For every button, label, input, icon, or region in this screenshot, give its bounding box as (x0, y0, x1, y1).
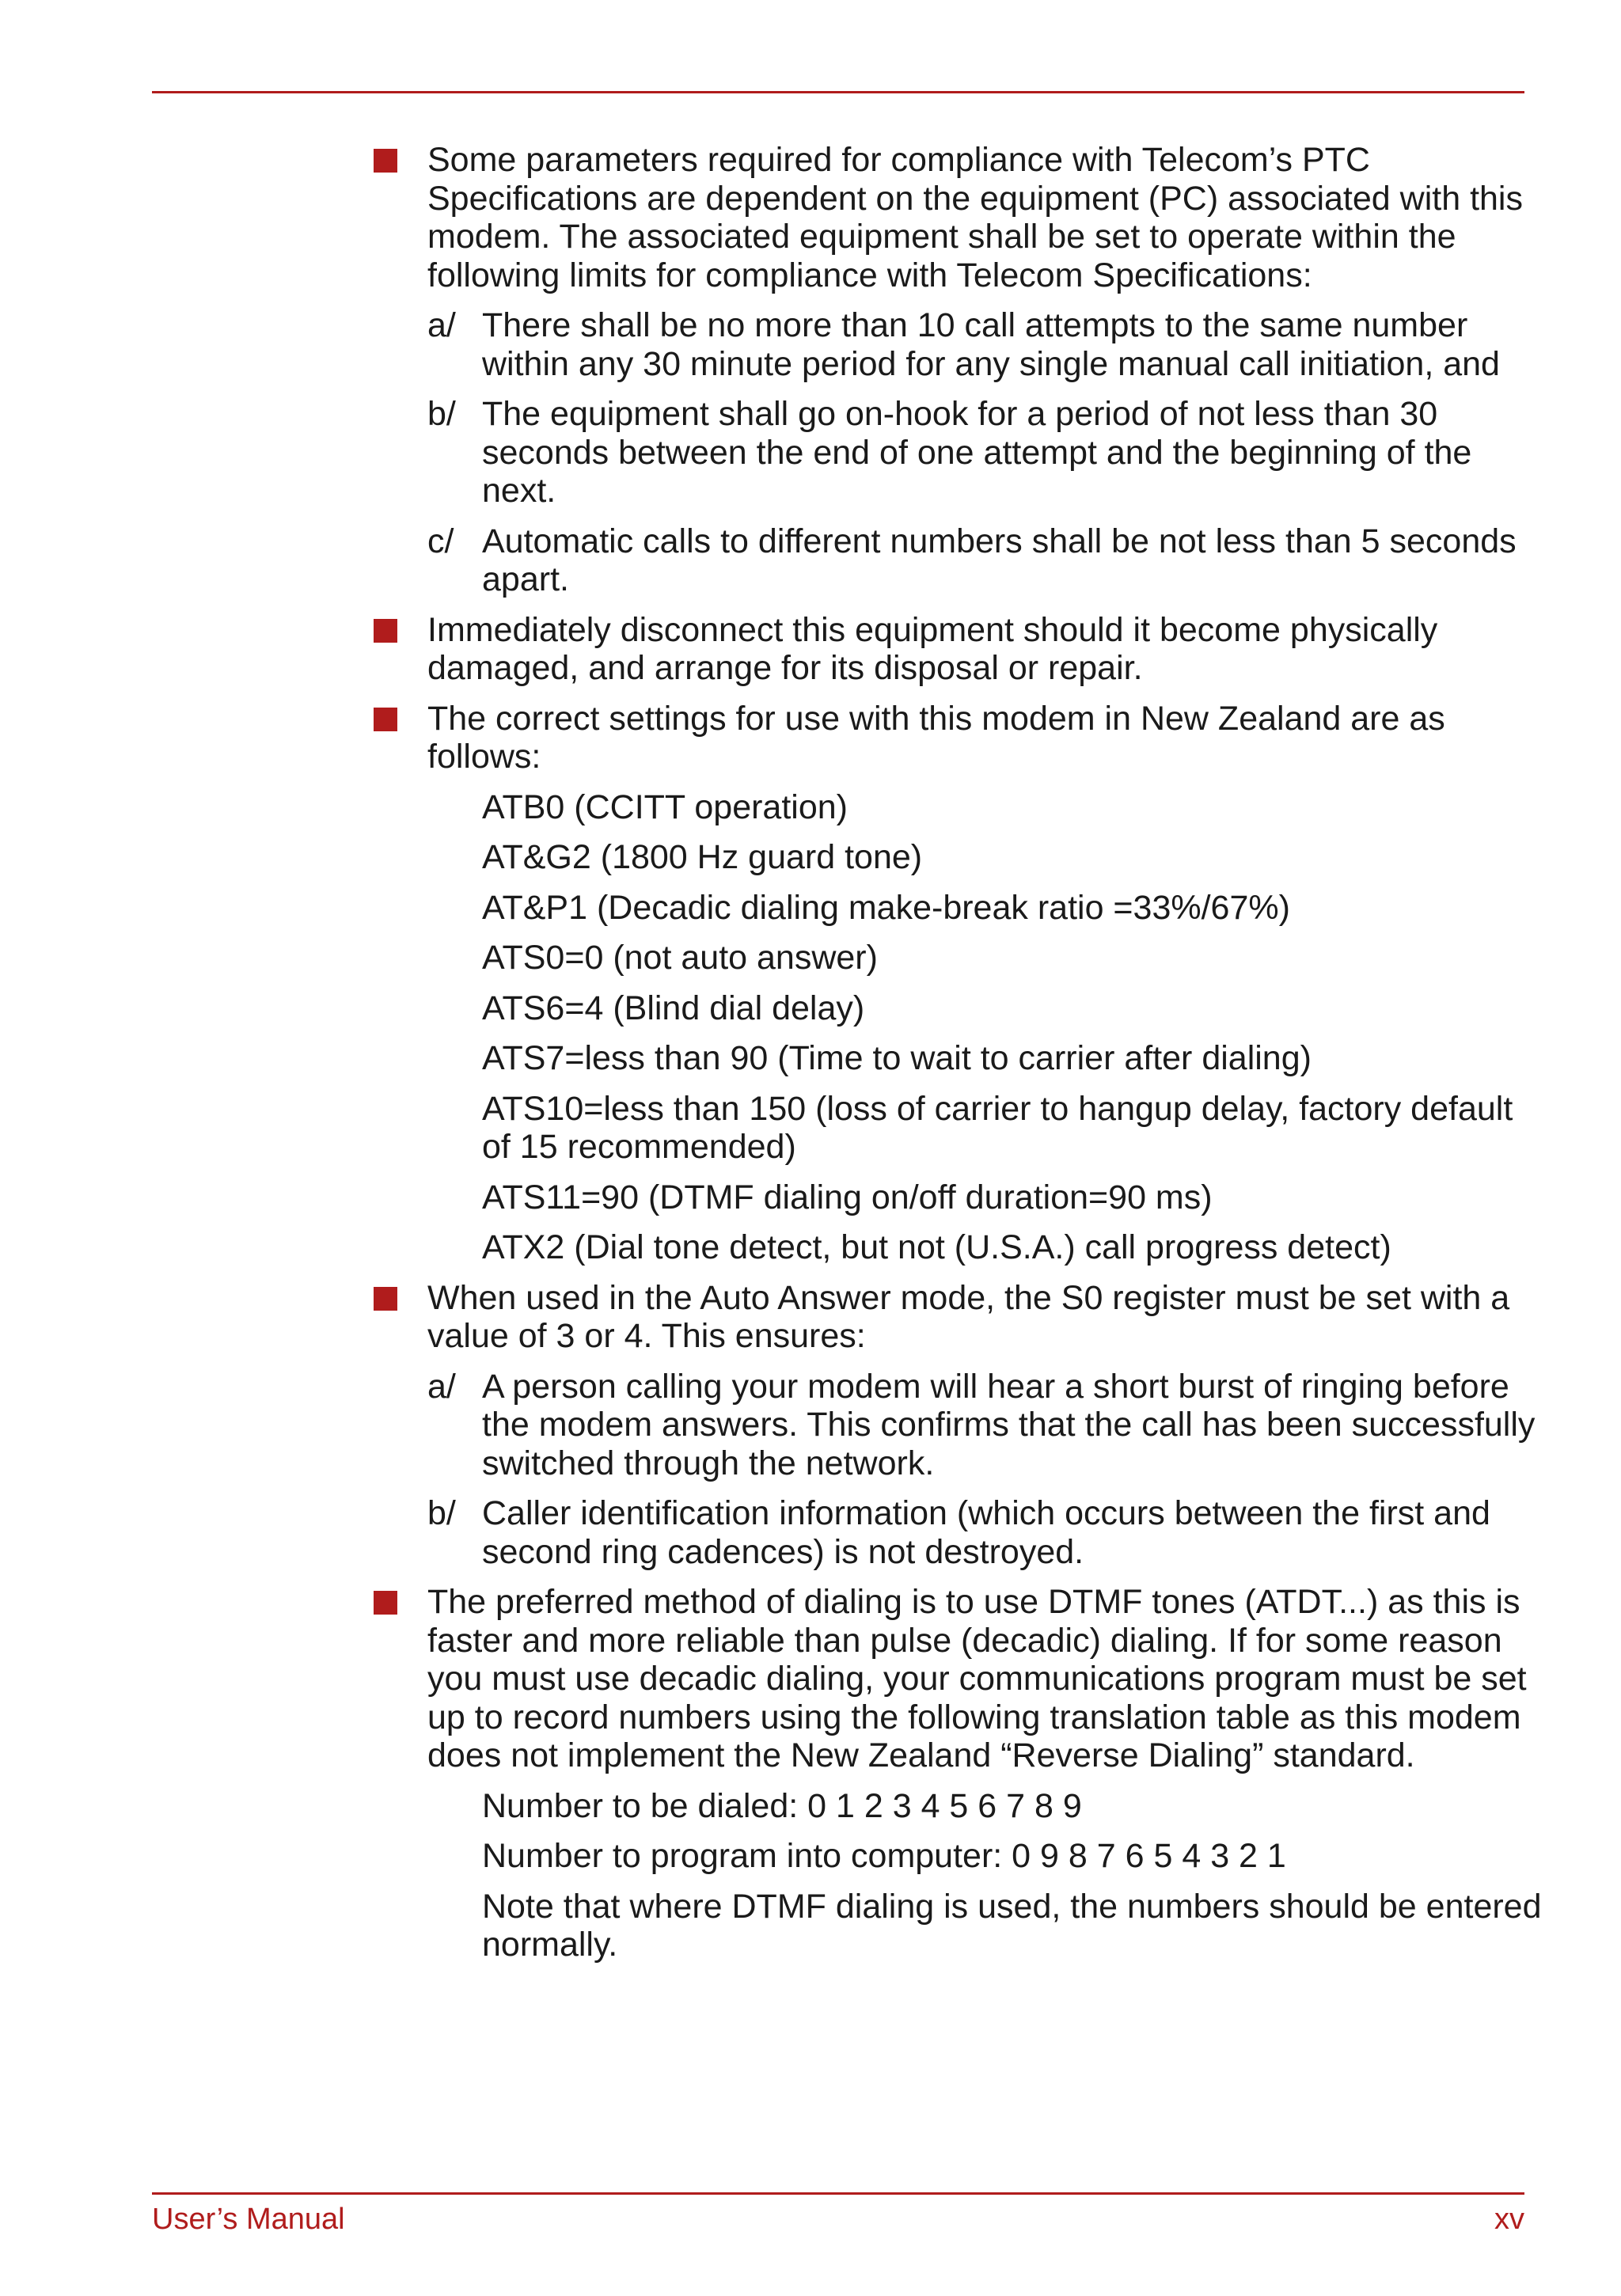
sub-item-label: c/ (427, 522, 454, 560)
bullet-item (0, 611, 1621, 688)
setting-text: Note that where DTMF dialing is used, the numbers should be entered normally. (482, 1887, 1542, 1964)
bullet-text: The preferred method of dialing is to use DTMF tones (ATDT...) as this is faster and more reliable than pulse (decadic) dialing. If for some reason you must use decadic dialing, your communications program must be set up to record numbers using the following translation table as this modem does not implement the New Zealand “Reverse Dialing” standard. (427, 1583, 1527, 1774)
setting-line (0, 989, 1621, 1028)
setting-line (0, 1837, 1621, 1876)
sub-item-text: The equipment shall go on-hook for a period of not less than 30 seconds between the end of one attempt and the beginning of the next. (482, 395, 1472, 510)
setting-text: ATS10=less than 150 (loss of carrier to hangup delay, factory default of 15 recommended) (482, 1089, 1513, 1166)
bullet-item (0, 141, 1621, 294)
setting-line (0, 838, 1621, 877)
setting-text: AT&P1 (Decadic dialing make-break ratio =33%/67%) (482, 888, 1290, 927)
setting-line (0, 939, 1621, 977)
setting-text: ATB0 (CCITT operation) (482, 787, 848, 826)
square-bullet-icon (374, 1591, 397, 1615)
sub-item-text: There shall be no more than 10 call attempts to the same number within any 30 minute period for any single manual call initiation, and (482, 306, 1500, 383)
bullet-text: Some parameters required for compliance with Telecom’s PTC Specifications are dependent on the equipment (PC) associated with this modem. The associated equipment shall be set to operate within the following limits for compliance with Telecom Specifications: (427, 141, 1523, 294)
setting-line (0, 1178, 1621, 1217)
setting-line (0, 889, 1621, 928)
bullet-item (0, 1583, 1621, 1775)
setting-text: ATX2 (Dial tone detect, but not (U.S.A.) call progress detect) (482, 1228, 1391, 1266)
sub-item (0, 1494, 1621, 1571)
sub-item-label: a/ (427, 1367, 456, 1406)
page-number: xv (1494, 2203, 1524, 2236)
bullet-text: When used in the Auto Answer mode, the S0 register must be set with a value of 3 or 4. This ensures: (427, 1278, 1510, 1355)
setting-line (0, 1090, 1621, 1167)
sub-item-label: a/ (427, 306, 456, 344)
sub-item-text: Automatic calls to different numbers shall be not less than 5 seconds apart. (482, 522, 1517, 598)
setting-line (0, 1888, 1621, 1964)
square-bullet-icon (374, 619, 397, 643)
footer-title: User’s Manual (152, 2203, 345, 2236)
sub-item-label: b/ (427, 1494, 456, 1532)
header-rule (152, 91, 1524, 93)
bullet-item (0, 1279, 1621, 1356)
square-bullet-icon (374, 1287, 397, 1311)
setting-line (0, 1787, 1621, 1826)
setting-text: Number to be dialed: 0 1 2 3 4 5 6 7 8 9 (482, 1786, 1082, 1825)
sub-item (0, 522, 1621, 599)
sub-item-text: Caller identification information (which occurs between the first and second ring cadences) is not destroyed. (482, 1494, 1490, 1571)
setting-line (0, 1228, 1621, 1267)
sub-item-text: A person calling your modem will hear a short burst of ringing before the modem answers. This confirms that the call has been successfully switched through the network. (482, 1367, 1536, 1482)
setting-text: AT&G2 (1800 Hz guard tone) (482, 838, 923, 876)
sub-item (0, 395, 1621, 510)
setting-text: ATS11=90 (DTMF dialing on/off duration=90 ms) (482, 1178, 1213, 1216)
bullet-text: Immediately disconnect this equipment should it become physically damaged, and arrange for its disposal or repair. (427, 610, 1438, 687)
setting-text: ATS7=less than 90 (Time to wait to carrier after dialing) (482, 1039, 1312, 1077)
setting-text: Number to program into computer: 0 9 8 7 6 5 4 3 2 1 (482, 1837, 1286, 1875)
page-body (0, 141, 1621, 1976)
setting-text: ATS6=4 (Blind dial delay) (482, 989, 865, 1027)
sub-item-label: b/ (427, 395, 456, 433)
square-bullet-icon (374, 149, 397, 173)
setting-line (0, 788, 1621, 827)
setting-line (0, 1039, 1621, 1078)
sub-item (0, 306, 1621, 383)
bullet-item (0, 700, 1621, 776)
setting-text: ATS0=0 (not auto answer) (482, 939, 878, 977)
footer-rule (152, 2192, 1524, 2195)
bullet-text: The correct settings for use with this modem in New Zealand are as follows: (427, 699, 1445, 776)
square-bullet-icon (374, 708, 397, 731)
sub-item (0, 1368, 1621, 1483)
